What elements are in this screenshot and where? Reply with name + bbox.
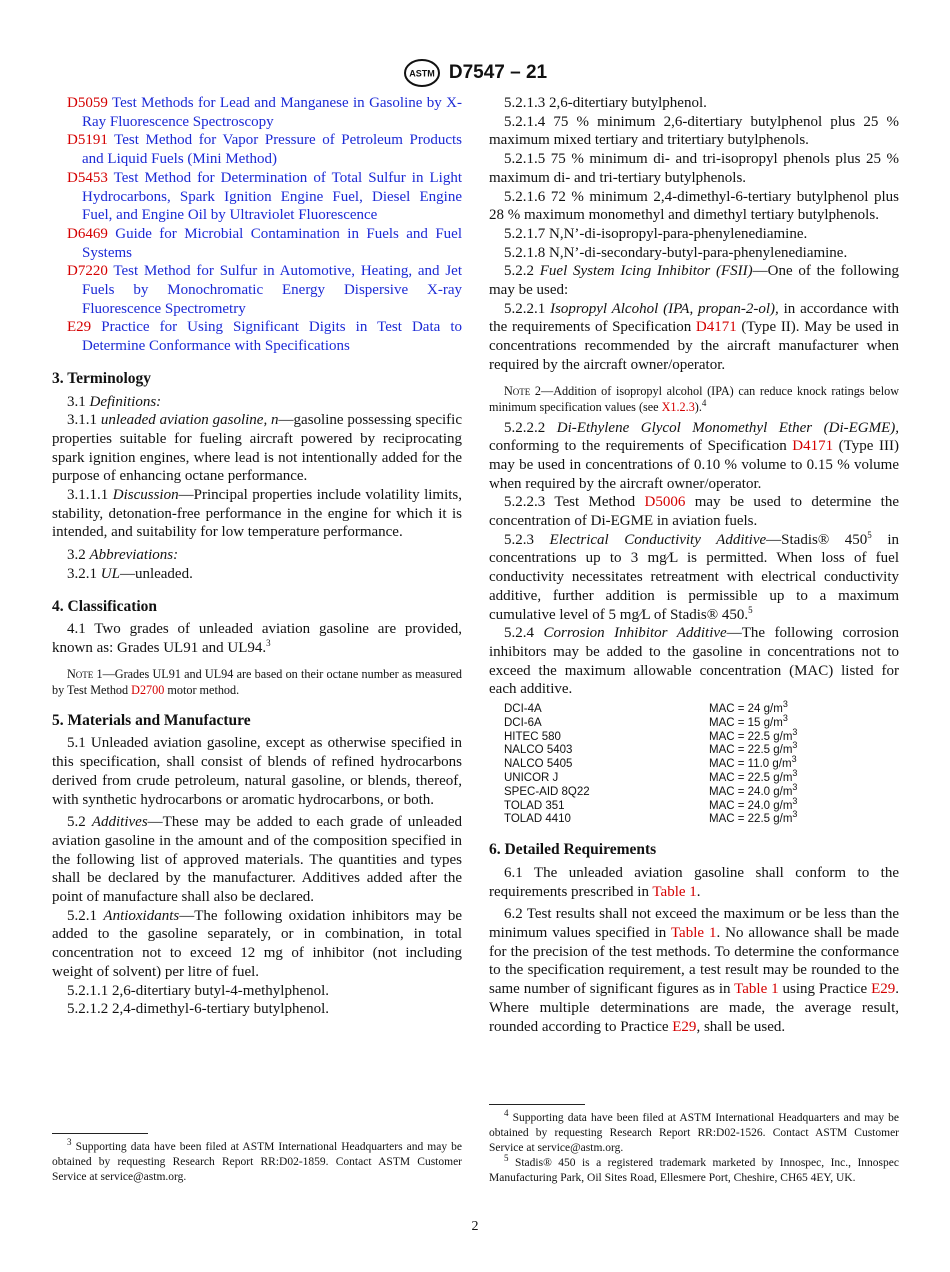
note-2: Note 2—Addition of isopropyl alcohol (IPA) can reduce knock ratings below minimum specification values (see X1.2.3).$^4$ [489, 383, 899, 414]
para-3-2: 3.2 Abbreviations: [67, 547, 179, 564]
additive-name: TOLAD 4410 [504, 813, 571, 826]
additive-name: SPEC-AID 8Q22 [504, 785, 590, 798]
link-d4171-b[interactable]: D4171 [792, 438, 834, 455]
additive-name: HITEC 580 [504, 730, 561, 743]
footnote-4: $^4$ Supporting data have been filed at ASTM International Headquarters and may be obtained by requesting Research Report RR:D02-1526. Contact ASTM Customer Service at service@astm.org. [489, 1108, 899, 1154]
mac-unit-exponent: 3 [792, 768, 798, 779]
additive-mac [709, 795, 899, 814]
additive-mac [709, 782, 899, 800]
additive-mac-value: MAC = 22.5 g/m [709, 730, 793, 743]
para-3-1-1-1: 3.1.1.1 Discussion—Principal properties include volatility limits, stability, detonation-free performance in the engine for which it is intended, and suitability for low temperature performance. [52, 487, 463, 541]
document-id: D7547 – 21 [448, 62, 548, 83]
section-5-heading: 5. Materials and Manufacture [52, 711, 251, 729]
para-5-2-1-5: 5.2.1.5 75 % minimum di- and tri-isopropyl phenols plus 25 % maximum di- and tri-tertiary butylphenols. [489, 151, 899, 186]
reference-code-link[interactable]: D5059 [67, 95, 108, 111]
link-table-1[interactable]: Table 1 [734, 981, 779, 998]
mac-table-row [504, 772, 899, 786]
link-d4171[interactable]: D4171 [695, 319, 737, 336]
para-5-2-1-6: 5.2.1.6 72 % minimum 2,4-dimethyl-6-tertiary butylphenol plus 28 % maximum monomethyl and dimethyl tertiary butylphenols. [489, 188, 899, 224]
svg-text:ASTM: ASTM [409, 68, 435, 79]
para-5-2-3: 5.2.3 Electrical Conductivity Additive—Stadis® $450^5$ in concentrations up to 3 mg⁄L is permitted. When loss of fuel conductivity necessitates retreatment with electrical conductivity additive, further addition is permissible up to a maximum cumulative level of 5 mg⁄L of Stadis® 450.$^5$ [489, 529, 899, 623]
section-3-heading: 3. Terminology [52, 369, 152, 387]
additive-mac [709, 713, 899, 731]
reference-code-link[interactable]: D5191 [67, 132, 108, 149]
mac-table-row [504, 800, 899, 814]
section-6-heading: 6. Detailed Requirements [489, 841, 657, 859]
mac-unit-exponent: 3 [782, 713, 788, 724]
additive-mac-value: MAC = 22.5 g/m [709, 744, 793, 757]
left-column [52, 94, 462, 1019]
additive-mac [709, 768, 899, 786]
para-5-2: 5.2 Additives—These may be added to each grade of unleaded aviation gasoline in the amount and of the composition specified in the following list of approved materials. The quantities and types shall be declared by the manufacturer. Additives added after the point of manufacture shall also be declared. [52, 814, 463, 906]
para-3-1: 3.1 Definitions: [67, 393, 162, 410]
reference-list [52, 94, 462, 356]
additive-mac [709, 754, 899, 772]
footnotes-right [489, 1104, 899, 1186]
reference-title-link[interactable]: Test Methods for Lead and Manganese in Gasoline by X-Ray Fluorescence Spectroscopy [82, 95, 462, 130]
additive-name: DCI-4A [504, 703, 542, 716]
reference-code-link[interactable]: D6469 [67, 225, 108, 242]
reference-title-link[interactable]: Guide for Microbial Contamination in Fuels and Fuel Systems [82, 225, 462, 261]
para-4-1: 4.1 Two grades of unleaded aviation gasoline are provided, known as: Grades UL91 and UL94.$^3$ [52, 621, 462, 656]
para-3-1-1: 3.1.1 unleaded aviation gasoline, n—gasoline possessing specific properties suitable for fueling aircraft powered by reciprocating spark ignition engines, where lead is not intentionally added for the purpose of enhancing octane performance. [52, 412, 462, 485]
additive-mac [709, 699, 899, 717]
link-d2700[interactable]: D2700 [131, 682, 165, 697]
para-5-2-1-3: 5.2.1.3 2,6-ditertiary butylphenol. [504, 95, 707, 111]
additive-mac [709, 809, 899, 827]
mac-unit-exponent: 3 [792, 726, 798, 737]
mac-table-row [504, 703, 899, 717]
additive-name: UNICOR J [504, 772, 559, 785]
para-5-2-4: 5.2.4 Corrosion Inhibitor Additive—The following corrosion inhibitors may be added to the gasoline in concentrations not to exceed the maximum allowable concentration (MAC) listed for each additive. [489, 625, 899, 698]
mac-table-row [504, 744, 899, 758]
para-5-2-1-8: 5.2.1.8 N,N’-di-secondary-butyl-para-phenylenediamine. [504, 244, 848, 261]
mac-unit-exponent: 3 [792, 782, 798, 793]
astm-logo-icon [403, 58, 441, 88]
additive-mac-value: MAC = 11.0 g/m [709, 758, 792, 771]
para-5-2-2: 5.2.2 Fuel System Icing Inhibitor (FSII)—One of the following may be used: [489, 263, 900, 299]
mac-unit-exponent: 3 [791, 754, 797, 765]
page-header [0, 58, 950, 88]
link-e29[interactable]: E29 [871, 981, 896, 998]
para-5-2-1-7: 5.2.1.7 N,N’-di-isopropyl-para-phenylenediamine. [504, 225, 808, 242]
reference-item [52, 262, 462, 318]
additive-mac-value: MAC = 24.0 g/m [709, 799, 793, 812]
para-5-1: 5.1 Unleaded aviation gasoline, except as otherwise specified in this specification, shall consist of blends of refined hydrocarbons derived from crude petroleum, natural gasoline, or blends, thereof, with synthetic hydrocarbons or aromatic hydrocarbons, or both. [52, 735, 462, 808]
reference-item [52, 131, 462, 168]
para-6-1: 6.1 The unleaded aviation gasoline shall conform to the requirements prescribed in Table 1. [489, 864, 899, 900]
para-5-2-1-4: 5.2.1.4 75 % minimum 2,6-ditertiary butylphenol plus 25 % maximum mixed tertiary and tritertiary butylphenols. [489, 113, 899, 149]
reference-title-link[interactable]: Practice for Using Significant Digits in Test Data to Determine Conformance with Specifications [82, 319, 462, 355]
additive-name: TOLAD 351 [504, 799, 565, 812]
mac-table-row [504, 758, 899, 772]
additive-mac-value: MAC = 22.5 g/m [709, 813, 793, 826]
additive-name: NALCO 5405 [504, 758, 573, 771]
para-5-2-1: 5.2.1 Antioxidants—The following oxidation inhibitors may be added to the gasoline separately, or in combination, in total concentration not to exceed 12 mg of inhibitor (not including weight of solvent) per litre of fuel. [52, 907, 463, 980]
right-column [489, 94, 899, 1036]
link-table-1[interactable]: Table 1 [670, 925, 717, 942]
additive-mac [709, 740, 899, 758]
reference-item [52, 225, 462, 262]
link-table-1[interactable]: Table 1 [652, 883, 697, 900]
reference-code-link[interactable]: D7220 [67, 263, 108, 280]
reference-code-link[interactable]: D5453 [67, 169, 108, 186]
para-5-2-2-1: 5.2.2.1 Isopropyl Alcohol (IPA, propan-2-ol), in accordance with the requirements of Specification D4171 (Type II). May be used in concentrations recommended by the aircraft manufacturer when required by the aircraft owner/operator. [489, 300, 900, 373]
reference-title-link[interactable]: Test Method for Determination of Total Sulfur in Light Hydrocarbons, Spark Ignition Engine Fuel, Diesel Engine Fuel, and Engine Oil by Ultraviolet Fluorescence [82, 169, 462, 224]
reference-title-link[interactable]: Test Method for Vapor Pressure of Petroleum Products and Liquid Fuels (Mini Method) [82, 132, 462, 168]
mac-table-row [504, 813, 899, 827]
mac-unit-exponent: 3 [792, 795, 798, 806]
mac-unit-exponent: 3 [792, 740, 798, 751]
reference-item [52, 169, 462, 225]
para-5-2-2-3: 5.2.2.3 Test Method D5006 may be used to determine the concentration of Di-EGME in aviation fuels. [489, 494, 899, 530]
mac-unit-exponent: 3 [792, 809, 798, 820]
section-4-heading: 4. Classification [52, 597, 158, 615]
link-e29[interactable]: E29 [672, 1018, 697, 1035]
additive-name: NALCO 5403 [504, 744, 573, 757]
mac-table-row [504, 731, 899, 745]
footnote-3: $^3$ Supporting data have been filed at ASTM International Headquarters and may be obtained by requesting Research Report RR:D02-1859. Contact ASTM Customer Service at service@astm.org. [52, 1137, 462, 1183]
para-5-2-2-2: 5.2.2.2 Di-Ethylene Glycol Monomethyl Ether (Di-EGME), conforming to the requirements of Specification D4171 (Type III) may be used in concentrations of 0.10 % volume to 0.15 % volume when required by the aircraft owner/operator. [489, 419, 900, 492]
footnote-rule [489, 1104, 585, 1105]
additive-mac-value: MAC = 15 g/m [709, 716, 783, 729]
reference-title-link[interactable]: Test Method for Sulfur in Automotive, Heating, and Jet Fuels by Monochromatic Energy Dispersive X-ray Fluorescence Spectrometry [82, 263, 462, 317]
footnote-rule [52, 1133, 148, 1134]
page-number: 2 [471, 1219, 479, 1234]
reference-code-link[interactable]: E29 [67, 319, 92, 336]
mac-table-row [504, 786, 899, 800]
para-6-2: 6.2 Test results shall not exceed the maximum or be less than the minimum values specified in Table 1. No allowance shall be made for the precision of the test methods. To determine the conformance to the specification requirement, a test result may be rounded to the same number of significant figures as in Table 1 using Practice E29. Where multiple determinations are made, the average result, rounded according to Practice E29, shall be used. [489, 906, 900, 1035]
link-d5006[interactable]: D5006 [644, 494, 686, 511]
mac-table-row [504, 717, 899, 731]
additive-mac-value: MAC = 24 g/m [709, 703, 783, 716]
additive-mac-value: MAC = 22.5 g/m [709, 772, 793, 785]
footnote-5: $^5$ Stadis® 450 is a registered trademark marketed by Innospec, Inc., Innospec Manufacturing Park, Oil Sites Road, Ellesmere Port, Cheshire, CH65 4EY, UK. [489, 1153, 899, 1184]
additive-mac [709, 726, 899, 745]
additive-name: DCI-6A [504, 716, 542, 729]
additive-mac-value: MAC = 24.0 g/m [709, 785, 793, 798]
para-5-2-1-1: 5.2.1.1 2,6-ditertiary butyl-4-methylphenol. [67, 982, 330, 999]
note-1: Note 1—Grades UL91 and UL94 are based on their octane number as measured by Test Method D2700 motor method. [52, 666, 462, 697]
link-x1-2-3[interactable]: X1.2.3 [661, 399, 695, 414]
reference-item [52, 318, 462, 355]
footnotes-left [52, 1133, 462, 1185]
para-5-2-1-2: 5.2.1.2 2,4-dimethyl-6-tertiary butylphenol. [67, 1001, 330, 1018]
reference-item [52, 94, 462, 131]
mac-table [504, 699, 899, 827]
mac-unit-exponent: 3 [782, 699, 788, 710]
para-3-2-1: 3.2.1 UL—unleaded. [67, 565, 193, 582]
